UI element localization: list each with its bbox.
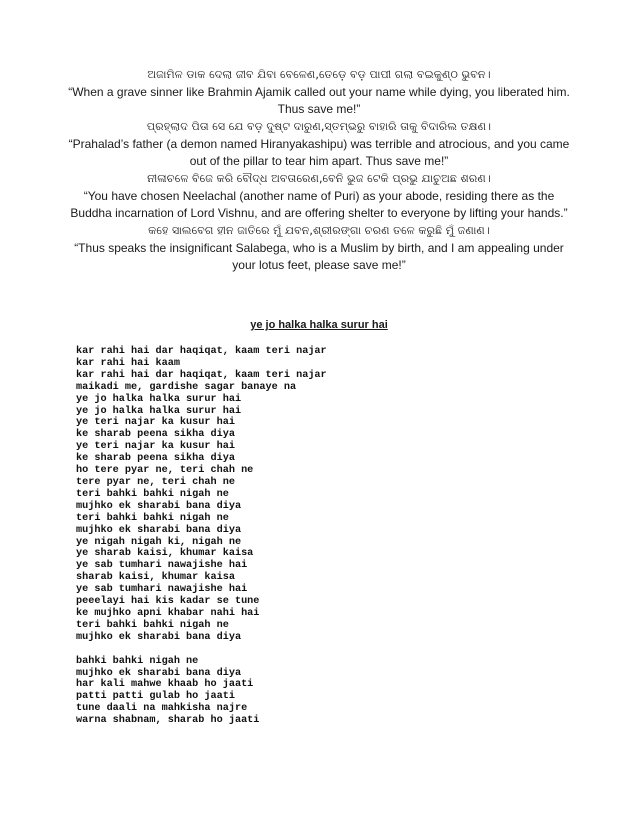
english-translation-4: “Thus speaks the insignificant Salabega, who is a Muslim by birth, and I am appealing under your lotus feet, please save me!”: [74, 241, 564, 272]
lyrics-block: [76, 346, 576, 727]
lyric-line: mujhko ek sharabi bana diya: [76, 524, 242, 536]
english-translation-3: “You have chosen Neelachal (another name of Puri) as your abode, residing there as the Buddha incarnation of Lord Vishnu, and are offering shelter to everyone by lifting your hands.”: [70, 189, 568, 220]
lyric-line: mujhko ek sharabi bana diya: [76, 500, 242, 512]
odia-verse-3: ନୀଳାଚଳେ ବିଜେ କରି ବୌଦ୍ଧ ଅବତାରେଣ,ବେନି ଭୁଜ ଟେକି ପ୍ରଭୁ ଯାଚୁଅଛ ଶରଣ।: [147, 172, 491, 185]
odia-verse-2: ପ୍ରହ୍ଲାଦ ପିତା ସେ ଯେ ବଡ଼ ଦୁଷ୍ଟ ଦାରୁଣ,ସ୍ତମ୍ଭରୁ ବାହାରି ତାକୁ ବିଦାରିଲ ତକ୍ଷଣ।: [146, 120, 492, 133]
lyric-line: ke sharab peena sikha diya: [76, 429, 235, 441]
poem-section: [62, 66, 576, 274]
lyrics-stanza-2: [76, 656, 576, 727]
lyric-line: ye teri najar ka kusur hai: [76, 441, 235, 453]
lyric-line: patti patti gulab ho jaati: [76, 691, 235, 703]
english-translation-1: “When a grave sinner like Brahmin Ajamik called out your name while dying, you liberated him. Thus save me!”: [68, 85, 570, 116]
lyric-line: ke mujhko apni khabar nahi hai: [76, 607, 260, 619]
lyric-line: ye sharab kaisi, khumar kaisa: [76, 548, 254, 560]
lyric-line: har kali mahwe khaab ho jaati: [76, 679, 254, 691]
lyric-line: kar rahi hai dar haqiqat, kaam teri najar: [76, 346, 327, 357]
lyric-line: tere pyar ne, teri chah ne: [76, 476, 235, 488]
lyric-line: peeelayi hai kis kadar se tune: [76, 596, 260, 608]
song-title: ye jo halka halka surur hai: [250, 319, 388, 331]
lyric-line: ye sab tumhari nawajishe hai: [76, 584, 248, 596]
lyric-line: kar rahi hai dar haqiqat, kaam teri najar: [76, 369, 327, 381]
lyric-line: teri bahki bahki nigah ne: [76, 488, 229, 500]
odia-verse-1: ଅଜାମିଳ ଡାକ ଦେଲା ଜୀବ ଯିବା ବେଳେଣ,ତେଡ଼େ ବଡ଼ ପାପୀ ଗଲା ବଇକୁଣ୍ଠ ଭୁବନ।: [147, 68, 491, 81]
lyric-line: ho tere pyar ne, teri chah ne: [76, 465, 254, 477]
lyric-line: sharab kaisi, khumar kaisa: [76, 572, 235, 584]
stanza-gap: [76, 644, 576, 656]
odia-verse-4: କହେ ସାଲବେଗ ହୀନ ଜାତିରେ ମୁଁ ଯବନ,ଶ୍ରୀରଙ୍ଗା ଚରଣ ତଳେ କରୁଛି ମୁଁ ଜଣାଣ।: [148, 224, 490, 237]
lyric-line: mujhko ek sharabi bana diya: [76, 631, 242, 643]
english-translation-2: “Prahalad’s father (a demon named Hiranyakashipu) was terrible and atrocious, and you came out of the pillar to tear him apart. Thus save me!”: [68, 137, 570, 168]
lyrics-stanza-1: [76, 346, 576, 644]
lyric-line: teri bahki bahki nigah ne: [76, 619, 229, 631]
lyric-line: ye sab tumhari nawajishe hai: [76, 560, 248, 572]
lyric-line: mujhko ek sharabi bana diya: [76, 667, 242, 679]
lyric-line: kar rahi hai kaam: [76, 357, 180, 369]
lyric-line: tune daali na mahkisha najre: [76, 703, 248, 715]
lyric-line: bahki bahki nigah ne: [76, 655, 199, 667]
lyric-line: ye nigah nigah ki, nigah ne: [76, 536, 242, 548]
lyric-line: ke sharab peena sikha diya: [76, 453, 235, 465]
lyric-line: ye jo halka halka surur hai: [76, 393, 242, 405]
lyric-line: warna shabnam, sharab ho jaati: [76, 715, 260, 727]
lyric-line: ye teri najar ka kusur hai: [76, 417, 235, 429]
lyric-line: ye jo halka halka surur hai: [76, 405, 242, 417]
lyric-line: maikadi me, gardishe sagar banaye na: [76, 381, 297, 393]
lyric-line: teri bahki bahki nigah ne: [76, 512, 229, 524]
